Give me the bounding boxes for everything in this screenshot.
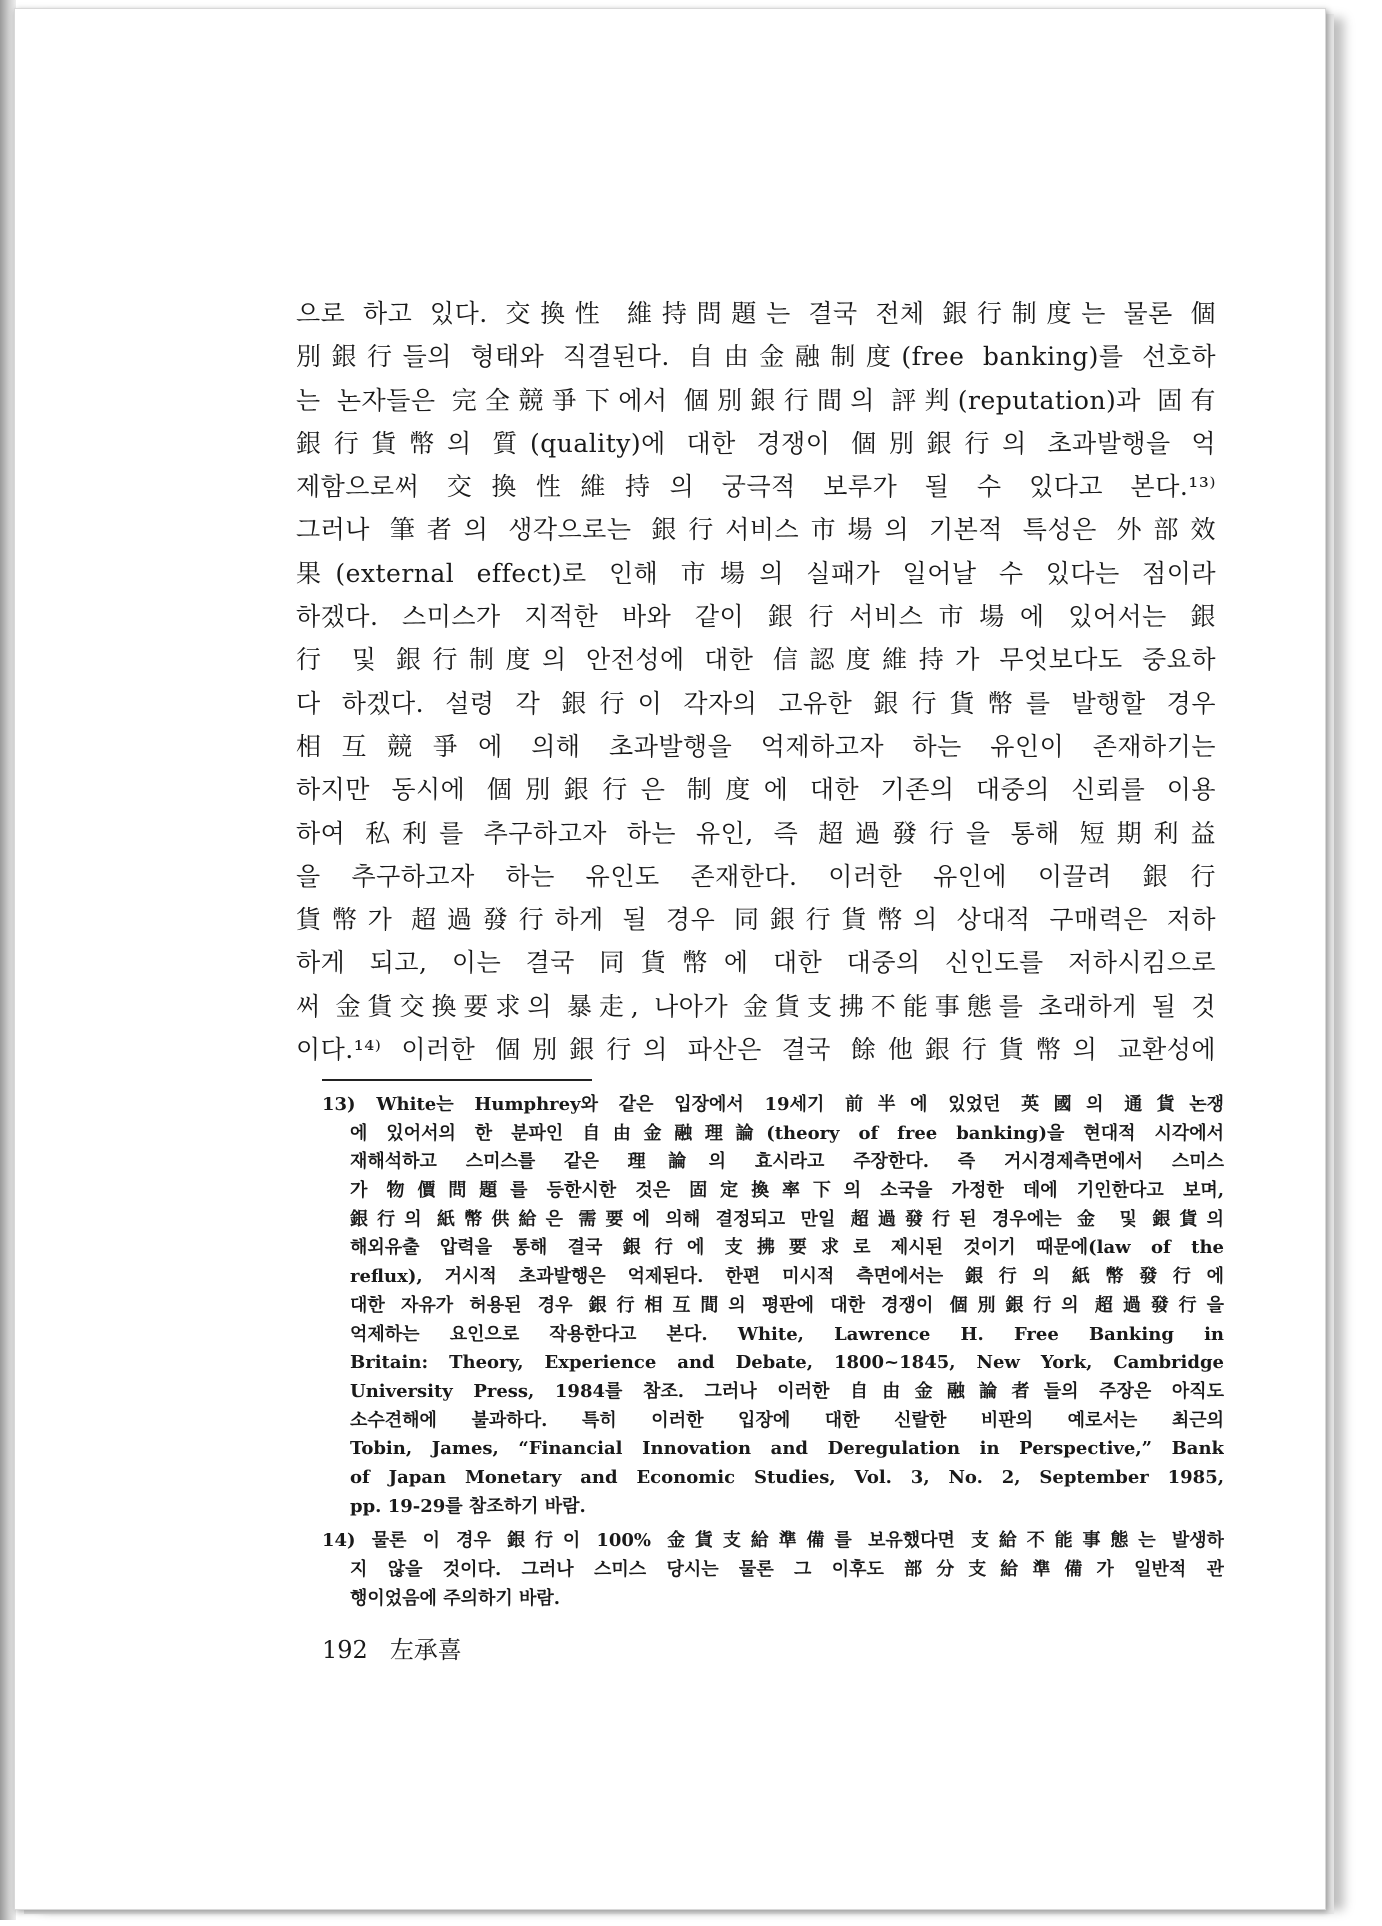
- footnote-line: 행이었음에 주의하기 바람.: [350, 1587, 561, 1609]
- body-text: [296, 292, 1216, 1071]
- body-line: 하겠다. 스미스가 지적한 바와 같이 銀行서비스市場에 있어서는 銀: [296, 602, 1216, 632]
- author-name: 左承喜: [389, 1636, 462, 1664]
- footnote-line: Tobin, James, “Financial Innovation and Deregulation in Perspective,” Bank: [350, 1438, 1224, 1460]
- footnote-line: 13) White는 Humphrey와 같은 입장에서 19세기 前半에 있었던 英國의 通貨논쟁: [322, 1094, 1224, 1115]
- body-line: 써 金貨交換要求의 暴走, 나아가 金貨支拂不能事態를 초래하게 될 것: [296, 991, 1216, 1021]
- footnote-line: University Press, 1984를 참조. 그러나 이러한 自由金融論者들의 주장은 아직도: [350, 1380, 1224, 1402]
- body-line: 하게 되고, 이는 결국 同貨幣에 대한 대중의 신인도를 저하시킴으로: [296, 948, 1216, 978]
- body-line: 하지만 동시에 個別銀行은 制度에 대한 기존의 대중의 신뢰를 이용: [296, 775, 1216, 805]
- body-line: 別銀行들의 형태와 직결된다. 自由金融制度(free banking)를 선호하: [296, 342, 1216, 372]
- running-footer: [322, 1630, 484, 1665]
- footnote-13: [322, 1091, 1224, 1521]
- body-line: 그러나 筆者의 생각으로는 銀行서비스市場의 기본적 특성은 外部效: [296, 515, 1216, 545]
- footnote-line: 해외유출 압력을 통해 결국 銀行에 支拂要求로 제시된 것이기 때문에(law of the: [350, 1237, 1224, 1259]
- footnote-14: [322, 1527, 1224, 1613]
- footnote-line: 대한 자유가 허용된 경우 銀行相互間의 평판에 대한 경쟁이 個別銀行의 超過發行을: [350, 1294, 1224, 1316]
- footnote-line: 가 物價問題를 등한시한 것은 固定換率下의 소국을 가정한 데에 기인한다고 보며,: [350, 1180, 1224, 1202]
- body-line: 으로 하고 있다. 交換性 維持問題는 결국 전체 銀行制度는 물론 個: [296, 299, 1216, 328]
- footnote-line: Britain: Theory, Experience and Debate, 1800~1845, New York, Cambridge: [350, 1352, 1224, 1374]
- footnote-line: 에 있어서의 한 분파인 自由金融理論(theory of free banking)을 현대적 시각에서: [350, 1122, 1224, 1144]
- body-line: 을 추구하고자 하는 유인도 존재한다. 이러한 유인에 이끌려 銀行: [296, 861, 1216, 891]
- footnote-line: 지 않을 것이다. 그러나 스미스 당시는 물론 그 이후도 部分支給準備가 일반적 관: [350, 1559, 1224, 1580]
- footnote-line: of Japan Monetary and Economic Studies, Vol. 3, No. 2, September 1985,: [350, 1466, 1224, 1488]
- body-line: 果(external effect)로 인해 市場의 실패가 일어날 수 있다는 점이라: [296, 558, 1216, 588]
- body-line: 다 하겠다. 설령 각 銀行이 각자의 고유한 銀行貨幣를 발행할 경우: [296, 688, 1216, 718]
- body-line: 銀行貨幣의 質(quality)에 대한 경쟁이 個別銀行의 초과발행을 억: [296, 428, 1216, 458]
- body-line: 이다.¹⁴⁾ 이러한 個別銀行의 파산은 결국 餘他銀行貨幣의 교환성에: [296, 1035, 1216, 1065]
- footnotes: [322, 1091, 1224, 1613]
- body-line: 相互競爭에 의해 초과발행을 억제하고자 하는 유인이 존재하기는: [296, 731, 1216, 761]
- body-line: 는 논자들은 完全競爭下에서 個別銀行間의 評判(reputation)과 固有: [296, 385, 1216, 415]
- footnote-line: 억제하는 요인으로 작용한다고 본다. White, Lawrence H. Free Banking in: [350, 1323, 1224, 1345]
- footnote-line: reflux), 거시적 초과발행은 억제된다. 한편 미시적 측면에서는 銀行의 紙幣發行에: [350, 1266, 1224, 1288]
- body-line: 제함으로써 交換性維持의 궁극적 보루가 될 수 있다고 본다.¹³⁾: [296, 472, 1216, 502]
- footnote-line: pp. 19-29를 참조하기 바람.: [350, 1495, 586, 1517]
- body-line: 行 및 銀行制度의 안전성에 대한 信認度維持가 무엇보다도 중요하: [296, 645, 1216, 675]
- footnote-divider: [322, 1079, 592, 1081]
- footnote-line: 소수견해에 불과하다. 특히 이러한 입장에 대한 신랄한 비판의 예로서는 최근의: [350, 1409, 1224, 1431]
- footnote-line: 14) 물론 이 경우 銀行이 100% 金貨支給準備를 보유했다면 支給不能事態는 발생하: [322, 1530, 1224, 1552]
- body-line: 貨幣가 超過發行하게 될 경우 同銀行貨幣의 상대적 구매력은 저하: [296, 905, 1216, 935]
- footnote-line: 銀行의 紙幣供給은 需要에 의해 결정되고 만일 超過發行된 경우에는 金 및 銀貨의: [350, 1208, 1224, 1230]
- body-line: 하여 私利를 추구하고자 하는 유인, 즉 超過發行을 통해 短期利益: [296, 818, 1216, 848]
- footnote-line: 재해석하고 스미스를 같은 理論의 효시라고 주장한다. 즉 거시경제측면에서 스미스: [350, 1151, 1224, 1173]
- page-number: 192: [322, 1636, 368, 1664]
